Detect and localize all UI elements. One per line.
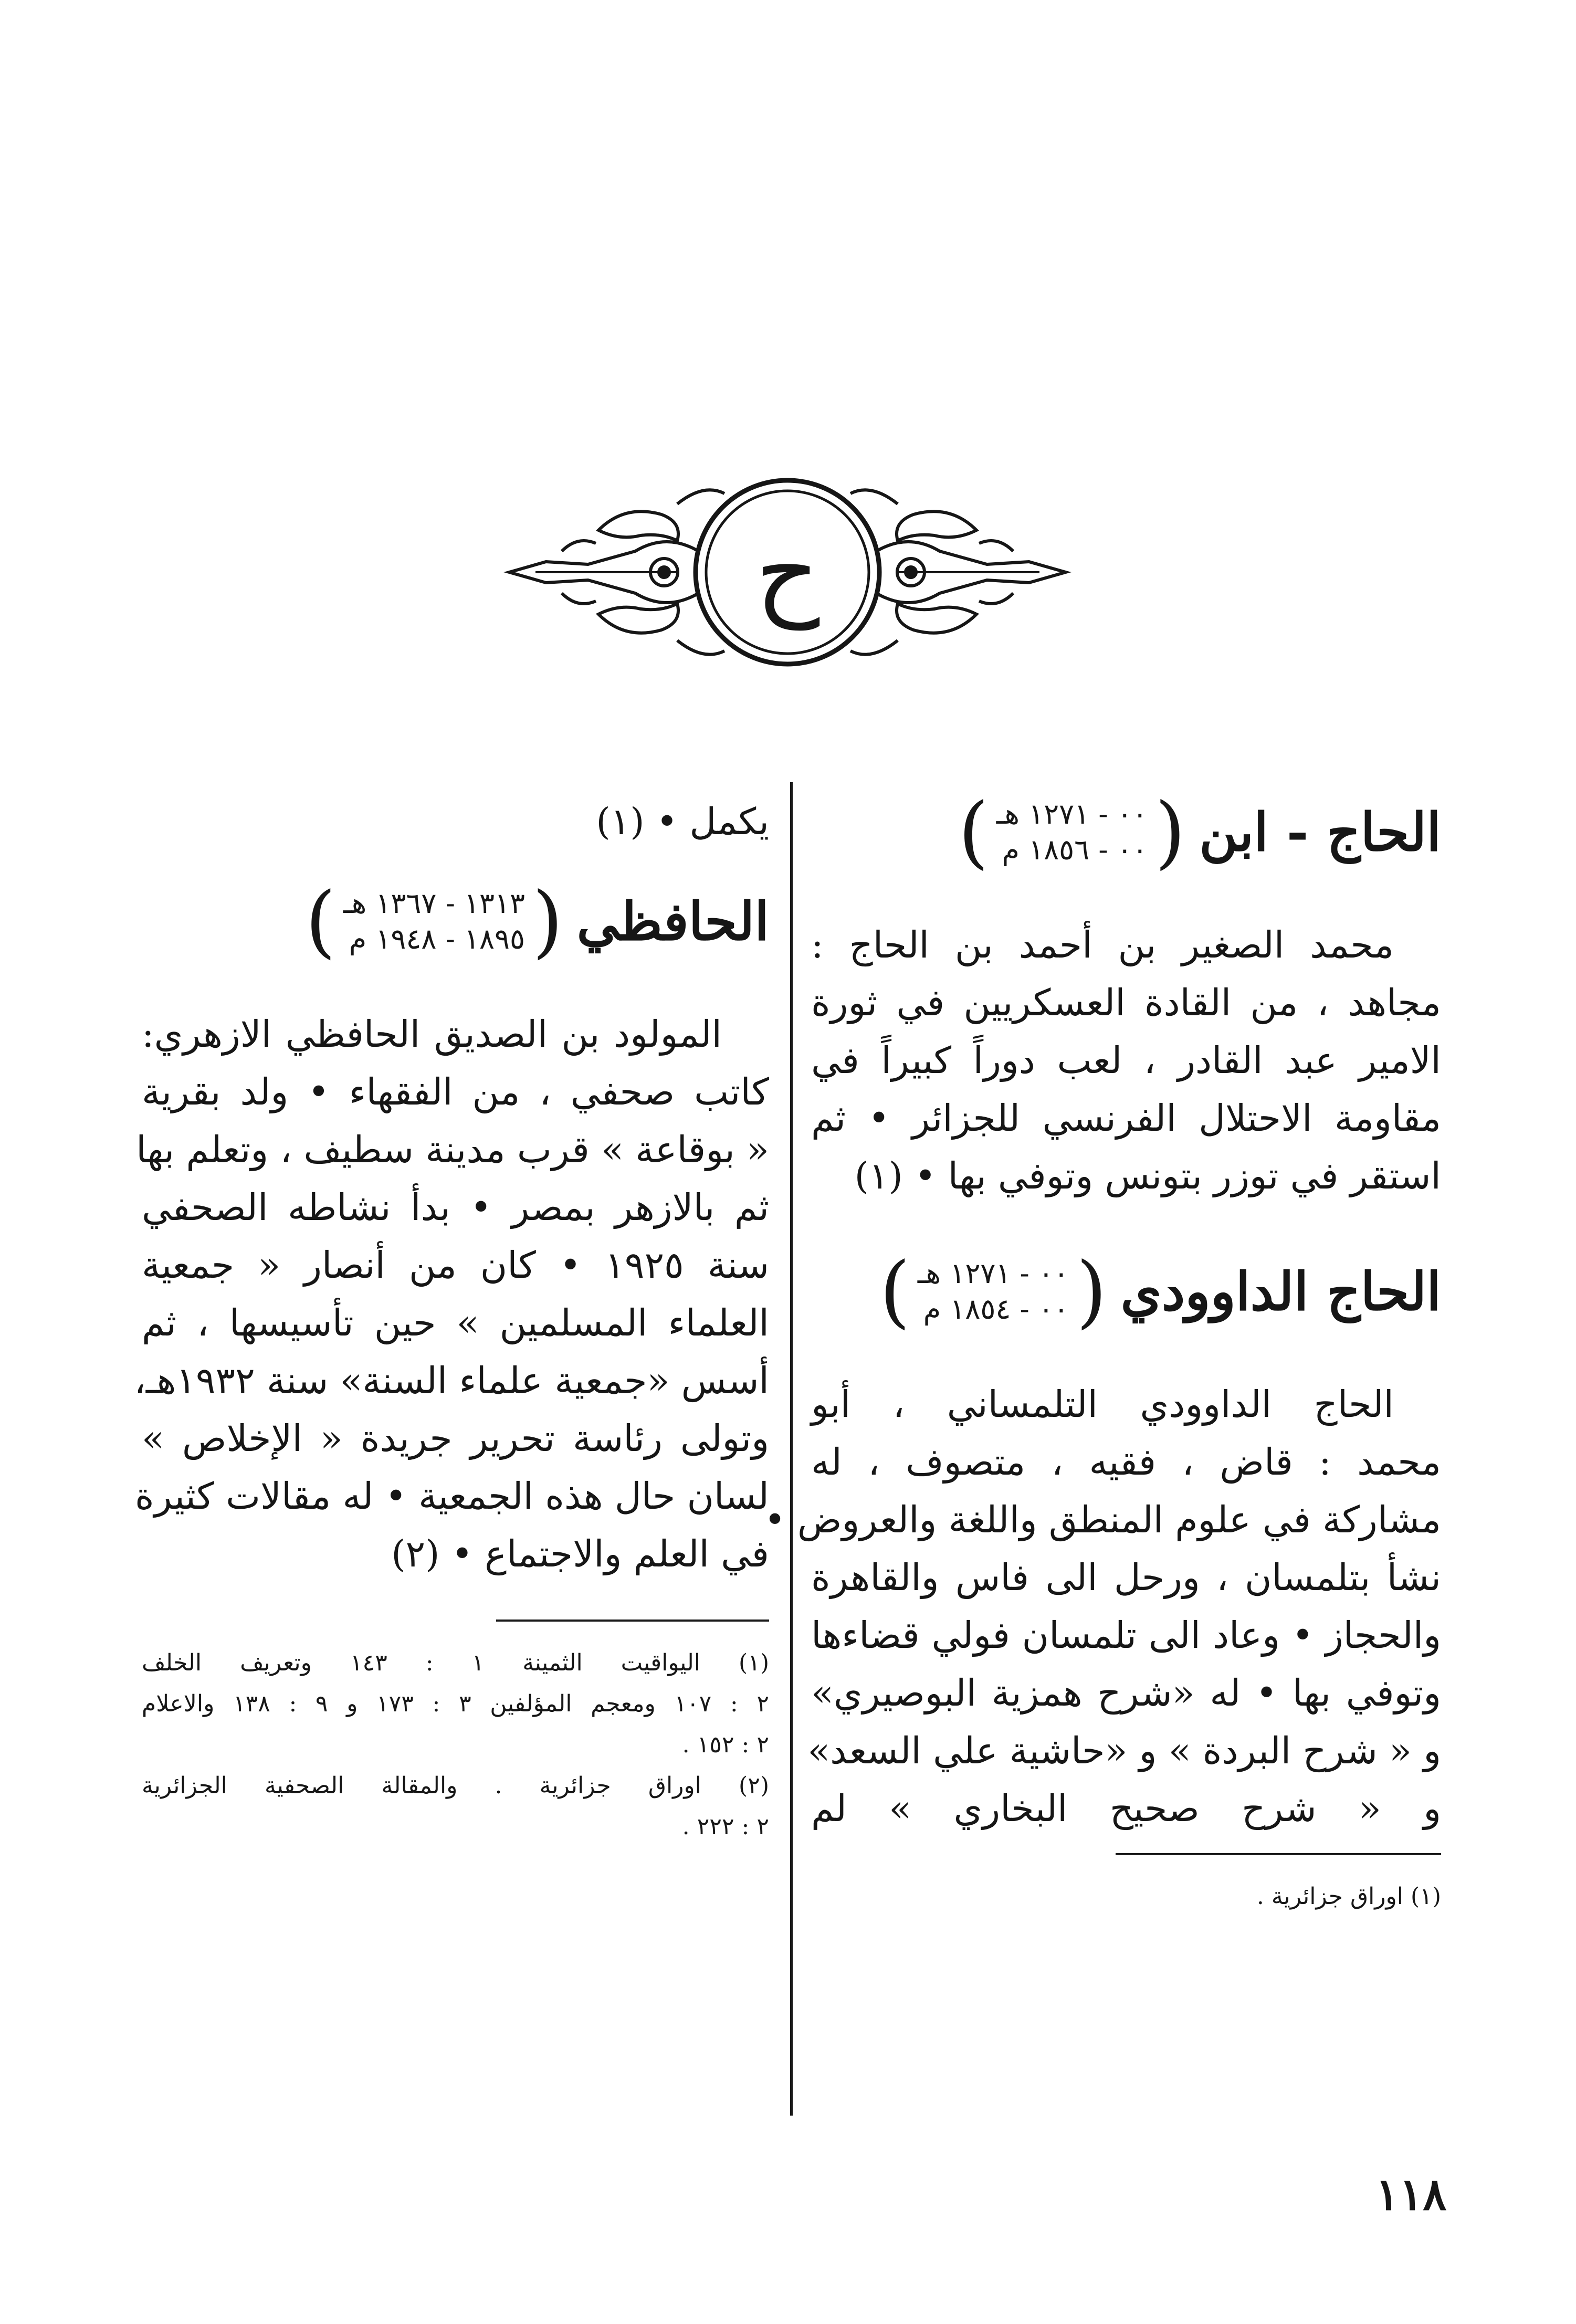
footnote-line: ٢ : ١٠٧ ومعجم المؤلفين ٣ : ١٧٣ و ٩ : ١٣٨ والاعلام: [142, 1690, 769, 1717]
ornament-right-scroll-icon: [850, 490, 1066, 654]
body-line: و « شرح البردة » و «حاشية علي السعد»: [807, 1729, 1441, 1772]
body-line: كاتب صحفي ، من الفقهاء • ولد بقرية: [142, 1070, 769, 1113]
date-gregorian: ١٨٩٥ - ١٩٤٨ م: [349, 922, 525, 955]
ornament-center-medallion-icon: [696, 480, 879, 664]
body-line: المولود بن الصديق الحافظي الازهري:: [142, 1013, 722, 1056]
footnote-line: (١) اليواقيت الثمينة ١ : ١٤٣ وتعريف الخلف: [142, 1649, 769, 1676]
date-gregorian: ٠٠ - ١٨٥٦ م: [1002, 833, 1148, 866]
body-line: وتوفي بها • له «شرح همزية البوصيري»: [811, 1671, 1441, 1715]
body-line: العلماء المسلمين » حين تأسيسها ، ثم: [142, 1301, 769, 1344]
body-line: مجاهد ، من القادة العسكريين في ثورة: [811, 981, 1441, 1024]
entry-body: [764, 1375, 1441, 1837]
body-line: أسس «جمعية علماء السنة» سنة ١٩٣٢هـ،: [134, 1359, 769, 1402]
footnotes: [811, 1876, 1441, 1917]
footnote-rule: [1116, 1853, 1441, 1855]
continuation-line: يكمل • (١): [596, 800, 769, 843]
entry-body: [811, 916, 1441, 1205]
column-divider: [790, 782, 793, 2116]
body-line: في العلم والاجتماع • (٢): [391, 1532, 769, 1575]
body-line: مقاومة الاحتلال الفرنسي للجزائر • ثم: [811, 1097, 1441, 1140]
ornament-left-scroll-icon: [509, 490, 724, 654]
footnote-line: ٢ : ٢٢٢ .: [682, 1813, 769, 1840]
entry-name: الحاج الداوودي: [1120, 1260, 1441, 1322]
body-line: والحجاز • وعاد الى تلمسان فولي قضاءها: [811, 1614, 1441, 1657]
footnote-line: (٢) اوراق جزائرية . والمقالة الصحفية الجزائرية: [142, 1772, 769, 1799]
body-line: استقر في توزر بتونس وتوفي بها • (١): [854, 1154, 1441, 1197]
footnote-rule: [496, 1620, 769, 1622]
date-hijri: ٠٠ - ١٢٧١ هـ: [996, 797, 1148, 830]
entry-name: الحافظي: [576, 890, 769, 952]
body-line: « بوقاعة » قرب مدينة سطيف ، وتعلم بها: [136, 1128, 769, 1171]
date-hijri: ٠٠ - ١٢٧١ هـ: [917, 1257, 1069, 1290]
entry-heading: [811, 1246, 1441, 1337]
date-hijri: ١٣١٣ - ١٣٦٧ هـ: [343, 887, 525, 920]
open-paren: (: [1076, 1246, 1107, 1337]
entry-dates: [305, 876, 563, 967]
body-line: سنة ١٩٢٥ • كان من أنصار « جمعية: [142, 1244, 770, 1287]
section-letter: ح: [755, 514, 820, 630]
body-line: الامير عبد القادر ، لعب دوراً كبيراً في: [811, 1039, 1441, 1082]
body-line: و « شرح صحيح البخاري » لم: [811, 1787, 1441, 1830]
right-column: [764, 786, 1441, 1917]
date-gregorian: ٠٠ - ١٨٥٤ م: [923, 1292, 1069, 1326]
body-line: وتولى رئاسة تحرير جريدة « الإخلاص »: [142, 1417, 769, 1460]
close-paren: ): [958, 786, 989, 878]
entry-heading: [811, 786, 1441, 878]
open-paren: (: [1154, 786, 1186, 878]
page-number: ١١٨: [1375, 2168, 1447, 2220]
left-column: [134, 793, 770, 1847]
section-letter-ornament: [504, 472, 1071, 672]
entry-heading: [142, 876, 769, 967]
close-paren: ): [305, 876, 336, 967]
entry-dates: [879, 1246, 1107, 1337]
footnote-line: (١) اوراق جزائرية .: [1256, 1883, 1441, 1910]
footnotes: [142, 1643, 769, 1847]
footnote-line: ٢ : ١٥٢ .: [682, 1731, 769, 1758]
entry-dates: [958, 786, 1186, 878]
body-line: محمد الصغير بن أحمد بن الحاج :: [811, 923, 1394, 966]
body-line: لسان حال هذه الجمعية • له مقالات كثيرة: [135, 1475, 769, 1518]
body-line: محمد : قاض ، فقيه ، متصوف ، له: [811, 1440, 1441, 1484]
body-line: مشاركة في علوم المنطق واللغة والعروض •: [764, 1498, 1441, 1541]
body-line: ثم بالازهر بمصر • بدأ نشاطه الصحفي: [142, 1186, 769, 1229]
entry-name: الحاج - ابن: [1199, 801, 1441, 863]
open-paren: (: [532, 876, 563, 967]
entry-body: [134, 1005, 770, 1583]
body-line: نشأ بتلمسان ، ورحل الى فاس والقاهرة: [811, 1556, 1441, 1599]
close-paren: ): [879, 1246, 910, 1337]
body-line: الحاج الداوودي التلمساني ، أبو: [811, 1383, 1394, 1426]
